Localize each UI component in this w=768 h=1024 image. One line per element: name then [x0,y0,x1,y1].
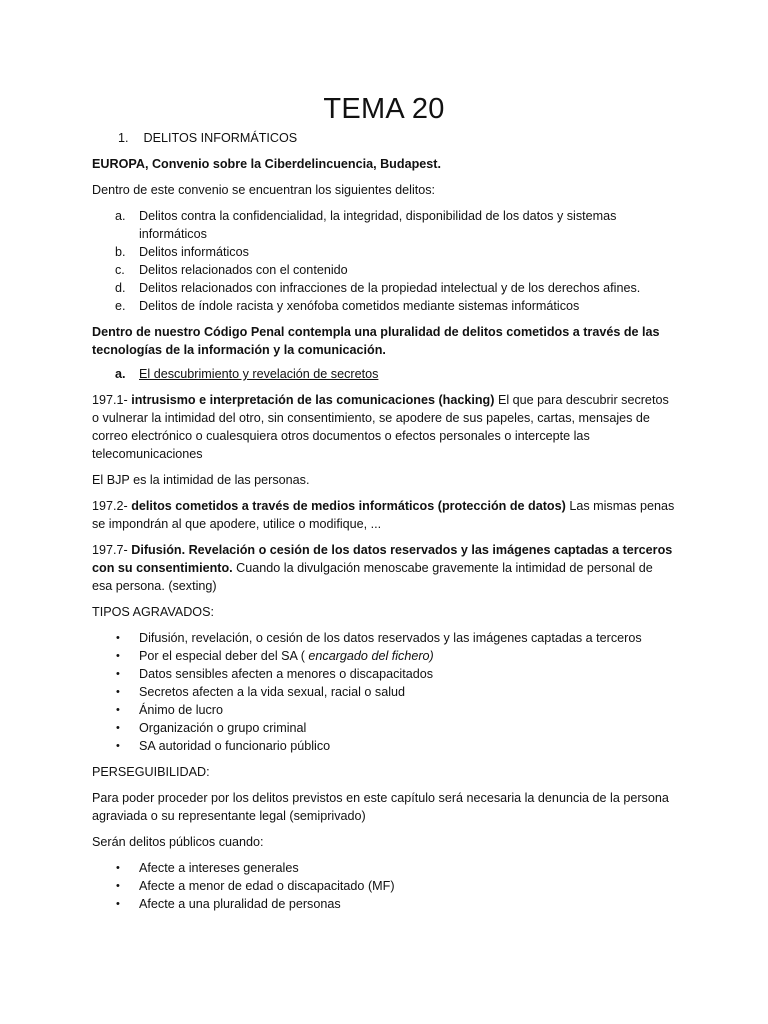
list-item [92,207,676,243]
list-item [92,629,676,647]
subsection-list [92,365,676,383]
subsection-heading: El descubrimiento y revelación de secretos [139,367,379,381]
bullet-marker: • [116,880,120,892]
perseguibilidad-paragraph: Para poder proceder por los delitos previstos en este capítulo será necesaria la denuncia de la persona agraviada o su representante legal (semiprivado) [92,791,669,823]
list-item-text: Delitos de índole racista y xenófoba cometidos mediante sistemas informáticos [139,299,580,313]
intro-paragraph: Dentro de este convenio se encuentran los siguientes delitos: [92,183,436,197]
article-number: 197.2- [92,499,128,513]
bullet-marker: • [116,722,120,734]
list-item [92,877,676,895]
bullet-marker: • [116,632,120,644]
bullet-marker: • [116,686,120,698]
page-title: TEMA 20 [323,93,445,125]
list-item [92,665,676,683]
list-item-text: Afecte a una pluralidad de personas [139,897,341,911]
list-marker: a. [115,367,126,381]
list-item-text: Delitos relacionados con infracciones de la propiedad intelectual y de los derechos afines. [139,281,641,295]
list-item-text: Por el especial deber del SA ( [139,649,305,663]
convenio-list [92,207,676,315]
list-item [92,261,676,279]
bullet-marker: • [116,862,120,874]
list-item [92,701,676,719]
article-text: Las mismas penas se impondrán al que apodere, utilice o modifique, ... [92,499,675,531]
list-item [92,683,676,701]
list-item [92,279,676,297]
bullet-marker: • [116,740,120,752]
list-item [92,737,676,755]
perseguibilidad-heading: PERSEGUIBILIDAD: [92,765,210,779]
list-marker: c. [115,263,125,277]
bullet-marker: • [116,704,120,716]
list-item-text: Afecte a menor de edad o discapacitado (MF) [139,879,395,893]
list-item-text: SA autoridad o funcionario público [139,739,331,753]
list-item [92,647,676,665]
article-bold-title: intrusismo e interpretación de las comunicaciones (hacking) [131,393,495,407]
list-item-text: Afecte a intereses generales [139,861,299,875]
tipos-agravados-heading: TIPOS AGRAVADOS: [92,605,215,619]
publicos-list [92,859,676,913]
list-item-text: Datos sensibles afecten a menores o discapacitados [139,667,434,681]
list-marker: b. [115,245,126,259]
article-bold-title: delitos cometidos a través de medios informáticos (protección de datos) [131,499,566,513]
bullet-marker: • [116,898,120,910]
list-item-text: Delitos relacionados con el contenido [139,263,348,277]
article-bold-title: Difusión. Revelación o cesión de los datos reservados y las imágenes captadas a terceros con su consentimiento. [92,543,673,575]
article-number: 197.7- [92,543,128,557]
list-item [92,895,676,913]
list-item-italic-text: encargado del fichero) [308,649,434,663]
list-item [92,365,676,383]
article-number: 197.1- [92,393,128,407]
article-text: El que para descubrir secretos o vulnerar la intimidad del otro, sin consentimiento, se apodere de sus papeles, cartas, mensajes de correo electrónico o cualesquiera otros documentos o efectos personales o intercepte las telecomunicaciones [92,393,669,461]
list-item-text: Delitos contra la confidencialidad, la integridad, disponibilidad de los datos y sistemas informáticos [139,209,617,241]
list-item-text: Delitos informáticos [139,245,249,259]
list-marker: d. [115,281,126,295]
bjp-paragraph: El BJP es la intimidad de las personas. [92,473,310,487]
publicos-intro: Serán delitos públicos cuando: [92,835,264,849]
list-marker: a. [115,209,126,223]
section-number: 1. [118,131,129,145]
article-197-1 [92,391,676,463]
article-197-2 [92,497,676,533]
list-item-text: Difusión, revelación, o cesión de los datos reservados y las imágenes captadas a terceros [139,631,642,645]
list-item [92,859,676,877]
article-197-7 [92,541,676,595]
list-item-text: Ánimo de lucro [139,703,223,717]
section-heading [92,129,676,147]
bullet-marker: • [116,668,120,680]
list-item [92,297,676,315]
europa-paragraph: EUROPA, Convenio sobre la Ciberdelincuencia, Budapest. [92,157,441,171]
list-item [92,719,676,737]
list-item-text: Secretos afecten a la vida sexual, racial o salud [139,685,406,699]
list-item [92,243,676,261]
list-item-text: Organización o grupo criminal [139,721,307,735]
article-text: Cuando la divulgación menoscabe gravemente la intimidad de personal de esa persona. (sexting) [92,561,653,593]
codigo-penal-paragraph: Dentro de nuestro Código Penal contempla una pluralidad de delitos cometidos a través de las tecnologías de la información y la comunicación. [92,325,660,357]
section-label: DELITOS INFORMÁTICOS [143,131,298,145]
tipos-agravados-list [92,629,676,755]
list-marker: e. [115,299,126,313]
bullet-marker: • [116,650,120,662]
